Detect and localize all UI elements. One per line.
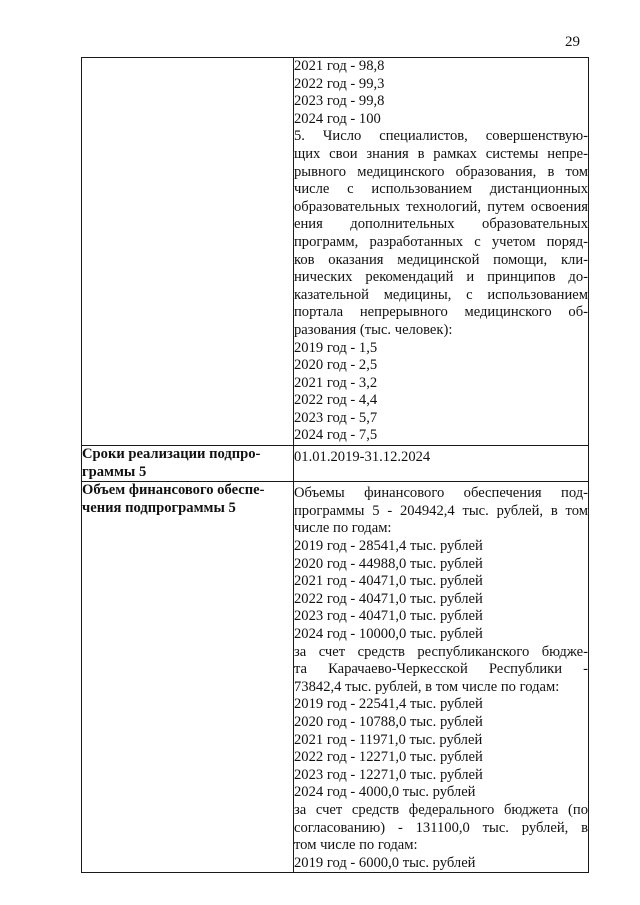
financing-total-year-line: 2019 год - 28541,4 тыс. рублей <box>294 538 483 555</box>
indicator-5-year-line: 2024 год - 7,5 <box>294 427 378 444</box>
implementation-period-label-cell <box>82 446 294 482</box>
indicator-5-text-line: казательной медицины, с использованием <box>294 286 588 303</box>
republic-year-line: 2020 год - 10788,0 тыс. рублей <box>294 713 483 730</box>
indicator-5-text-line: образовательных технологий, путем освоения <box>294 198 588 215</box>
indicator-5-text-line: программ, разработанных с учетом поряд- <box>294 233 588 250</box>
republic-year-line: 2024 год - 4000,0 тыс. рублей <box>294 784 476 801</box>
indicator-5-year-line: 2023 год - 5,7 <box>294 409 378 426</box>
indicator-5-text-line: рывного медицинского образования, в том <box>294 163 588 180</box>
indicator-5-year-line: 2020 год - 2,5 <box>294 357 378 374</box>
republic-year-line: 2023 год - 12271,0 тыс. рублей <box>294 766 483 783</box>
republic-year-line: 2022 год - 12271,0 тыс. рублей <box>294 749 483 766</box>
financing-value-cell <box>294 482 589 873</box>
financing-label: Объем финансового обеспе- <box>82 482 265 499</box>
federal-budget-line: за счет средств федерального бюджета (по <box>294 801 588 818</box>
financing-total-year-line: 2020 год - 44988,0 тыс. рублей <box>294 555 483 572</box>
financing-intro-line: программы 5 - 204942,4 тыс. рублей, в том <box>294 502 588 519</box>
indicator-5-text-line: портала непрерывного медицинского об- <box>294 304 588 321</box>
indicator-value-line: 2022 год - 99,3 <box>294 75 385 92</box>
republic-budget-line: за счет средств республиканского бюдже- <box>294 643 588 660</box>
indicator-5-text-line: ения дополнительных образовательных <box>294 216 588 233</box>
indicator-5-text-line: щих свои знания в рамках системы непре- <box>294 145 588 162</box>
financing-total-year-line: 2021 год - 40471,0 тыс. рублей <box>294 573 483 590</box>
republic-year-line: 2021 год - 11971,0 тыс. рублей <box>294 731 483 748</box>
financing-total-year-line: 2023 год - 40471,0 тыс. рублей <box>294 608 483 625</box>
financing-total-year-line: 2024 год - 10000,0 тыс. рублей <box>294 626 483 642</box>
table-row-indicators <box>82 58 589 446</box>
republic-year-line: 2019 год - 22541,4 тыс. рублей <box>294 696 483 713</box>
financing-intro-line: Объемы финансового обеспечения под- <box>294 485 588 502</box>
indicator-5-text-line: 5. Число специалистов, совершенствую- <box>294 128 588 145</box>
row1-value-cell <box>294 58 589 446</box>
republic-budget-line: 73842,4 тыс. рублей, в том числе по годам: <box>294 678 560 695</box>
indicator-value-line: 2024 год - 100 <box>294 110 381 127</box>
implementation-period-value: 01.01.2019-31.12.2024 <box>294 449 431 466</box>
indicator-value-line: 2021 год - 98,8 <box>294 58 385 74</box>
implementation-period-label: граммы 5 <box>82 463 147 480</box>
indicator-5-text-line: ков оказания медицинской помощи, кли- <box>294 251 588 268</box>
federal-year-line: 2019 год - 6000,0 тыс. рублей <box>294 854 476 871</box>
page-number: 29 <box>565 34 580 50</box>
indicator-5-text-line: нических рекомендаций и принципов до- <box>294 269 588 286</box>
financing-label: чения подпрограммы 5 <box>82 499 236 516</box>
federal-budget-line: том числе по годам: <box>294 837 418 854</box>
indicator-5-year-line: 2021 год - 3,2 <box>294 374 378 391</box>
indicator-value-line: 2023 год - 99,8 <box>294 93 385 110</box>
implementation-period-label: Сроки реализации подпро- <box>82 446 261 463</box>
subprogram-passport-table <box>81 57 589 873</box>
implementation-period-value-cell <box>294 446 589 482</box>
table-row-financing <box>82 482 589 873</box>
republic-budget-line: та Карачаево-Черкесской Республики - <box>294 661 588 678</box>
financing-total-year-line: 2022 год - 40471,0 тыс. рублей <box>294 590 483 607</box>
indicator-5-year-line: 2022 год - 4,4 <box>294 392 378 409</box>
financing-label-cell <box>82 482 294 873</box>
indicator-5-text-line: разования (тыс. человек): <box>294 321 453 338</box>
indicator-5-text-line: числе с использованием дистанционных <box>294 181 588 198</box>
federal-budget-line: согласованию) - 131100,0 тыс. рублей, в <box>294 819 588 836</box>
table-row-implementation-period <box>82 446 589 482</box>
row1-label-cell <box>82 58 294 446</box>
indicator-5-year-line: 2019 год - 1,5 <box>294 339 378 356</box>
financing-intro-line: числе по годам: <box>294 520 392 537</box>
